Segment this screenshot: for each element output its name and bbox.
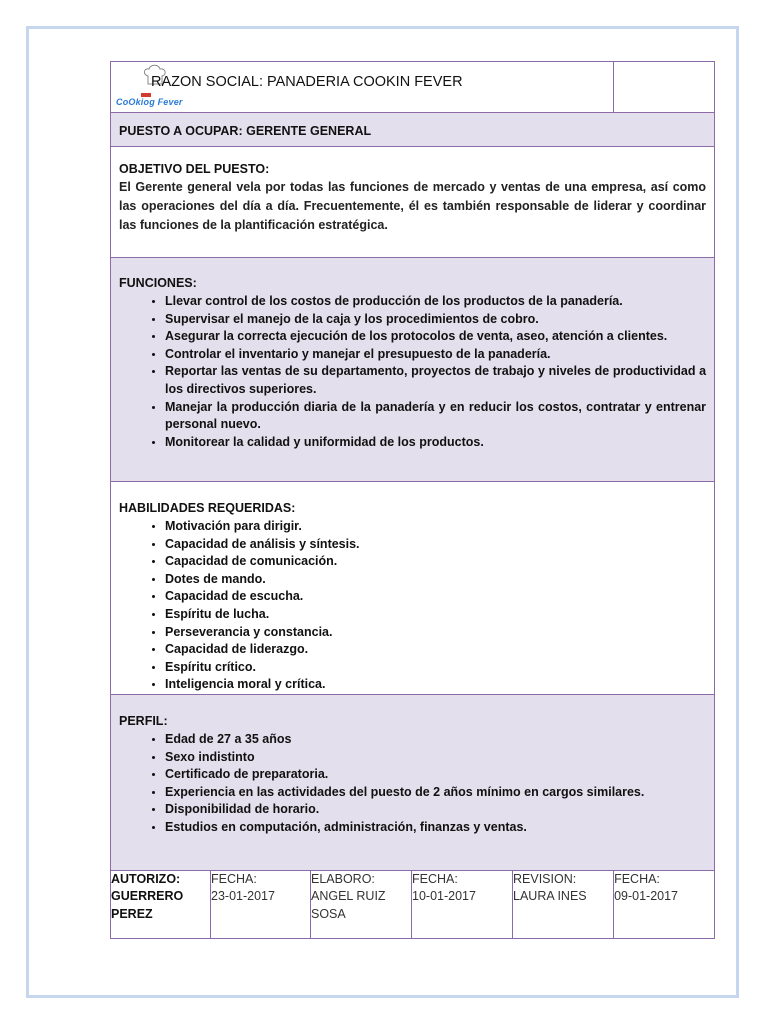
- signature-row: [111, 870, 715, 938]
- habilidades-row: [111, 482, 715, 695]
- puesto-title: PUESTO A OCUPAR: GERENTE GENERAL: [119, 124, 372, 138]
- list-item: • Experiencia en las actividades del puesto de 2 años mínimo en cargos similares.: [165, 784, 706, 802]
- revision-label: REVISION:: [513, 871, 577, 886]
- funciones-cell: [111, 258, 715, 482]
- elaboro-cell: [311, 870, 412, 938]
- funciones-list: [119, 293, 706, 451]
- perfil-list: [119, 731, 706, 837]
- puesto-cell: [111, 113, 715, 147]
- perfil-title: PERFIL:: [119, 713, 168, 728]
- fecha-elaboro-cell: [412, 870, 513, 938]
- list-item: • Perseverancia y constancia.: [165, 624, 706, 642]
- revision-cell: [513, 870, 614, 938]
- objetivo-title: OBJETIVO DEL PUESTO:: [119, 162, 270, 176]
- job-description-form: [110, 61, 715, 939]
- list-item: • Capacidad de liderazgo.: [165, 641, 706, 659]
- fecha-value: 10-01-2017: [412, 889, 476, 904]
- list-item: • Motivación para dirigir.: [165, 518, 706, 536]
- elaboro-name: ANGEL RUIZ SOSA: [311, 889, 386, 921]
- autorizo-label: AUTORIZO:: [111, 871, 181, 886]
- perfil-cell: [111, 694, 715, 870]
- list-item: • Disponibilidad de horario.: [165, 801, 706, 819]
- list-item: • Espíritu de lucha.: [165, 606, 706, 624]
- list-item: • Supervisar el manejo de la caja y los procedimientos de cobro.: [165, 311, 706, 329]
- list-item: • Manejar la producción diaria de la panadería y en reducir los costos, contratar y entrenar personal nuevo.: [165, 399, 706, 434]
- habilidades-list: [119, 518, 706, 694]
- perfil-row: [111, 694, 715, 870]
- list-item: • Controlar el inventario y manejar el presupuesto de la panadería.: [165, 346, 706, 364]
- header-row: [111, 62, 715, 113]
- funciones-row: [111, 258, 715, 482]
- list-item: • Estudios en computación, administración, finanzas y ventas.: [165, 819, 706, 837]
- list-item: • Capacidad de análisis y síntesis.: [165, 536, 706, 554]
- header-empty-cell: [614, 62, 715, 113]
- list-item: • Sexo indistinto: [165, 749, 706, 767]
- fecha-value: 09-01-2017: [614, 889, 679, 904]
- habilidades-cell: [111, 482, 715, 695]
- elaboro-label: ELABORO:: [311, 871, 375, 886]
- fecha-label: FECHA:: [614, 871, 660, 886]
- list-item: • Llevar control de los costos de producción de los productos de la panadería.: [165, 293, 706, 311]
- objetivo-text: El Gerente general vela por todas las funciones de mercado y ventas de una empresa, así como las operaciones del día a día. Frecuentemente, él es también responsable de liderar y coordinar las funciones de la plantificación estratégica.: [119, 180, 707, 232]
- list-item: • Reportar las ventas de su departamento, proyectos de trabajo y niveles de productividad a los directivos superiores.: [165, 363, 706, 398]
- list-item: • Espíritu crítico.: [165, 659, 706, 677]
- fecha-autorizo-cell: [211, 870, 311, 938]
- fecha-label: FECHA:: [211, 871, 257, 886]
- fecha-revision-cell: [614, 870, 715, 938]
- list-item: • Monitorear la calidad y uniformidad de los productos.: [165, 434, 706, 452]
- autorizo-cell: [111, 870, 211, 938]
- header-cell: [111, 62, 614, 113]
- list-item: • Inteligencia moral y crítica.: [165, 676, 706, 694]
- puesto-row: [111, 113, 715, 147]
- list-item: • Asegurar la correcta ejecución de los protocolos de venta, aseo, atención a clientes.: [165, 328, 706, 346]
- logo-text: CoOkiog Fever: [116, 97, 183, 107]
- autorizo-name: GUERRERO PEREZ: [111, 889, 184, 921]
- fecha-label: FECHA:: [412, 871, 458, 886]
- list-item: • Capacidad de comunicación.: [165, 553, 706, 571]
- objetivo-row: [111, 147, 715, 258]
- funciones-title: FUNCIONES:: [119, 276, 197, 290]
- fecha-value: 23-01-2017: [211, 889, 275, 904]
- revision-name: LAURA INES: [513, 889, 587, 904]
- habilidades-title: HABILIDADES REQUERIDAS:: [119, 501, 296, 515]
- objetivo-cell: [111, 147, 715, 258]
- list-item: • Capacidad de escucha.: [165, 588, 706, 606]
- company-name: RAZON SOCIAL: PANADERIA COOKIN FEVER: [151, 74, 463, 90]
- list-item: • Edad de 27 a 35 años: [165, 731, 706, 749]
- list-item: • Dotes de mando.: [165, 571, 706, 589]
- list-item: • Certificado de preparatoria.: [165, 766, 706, 784]
